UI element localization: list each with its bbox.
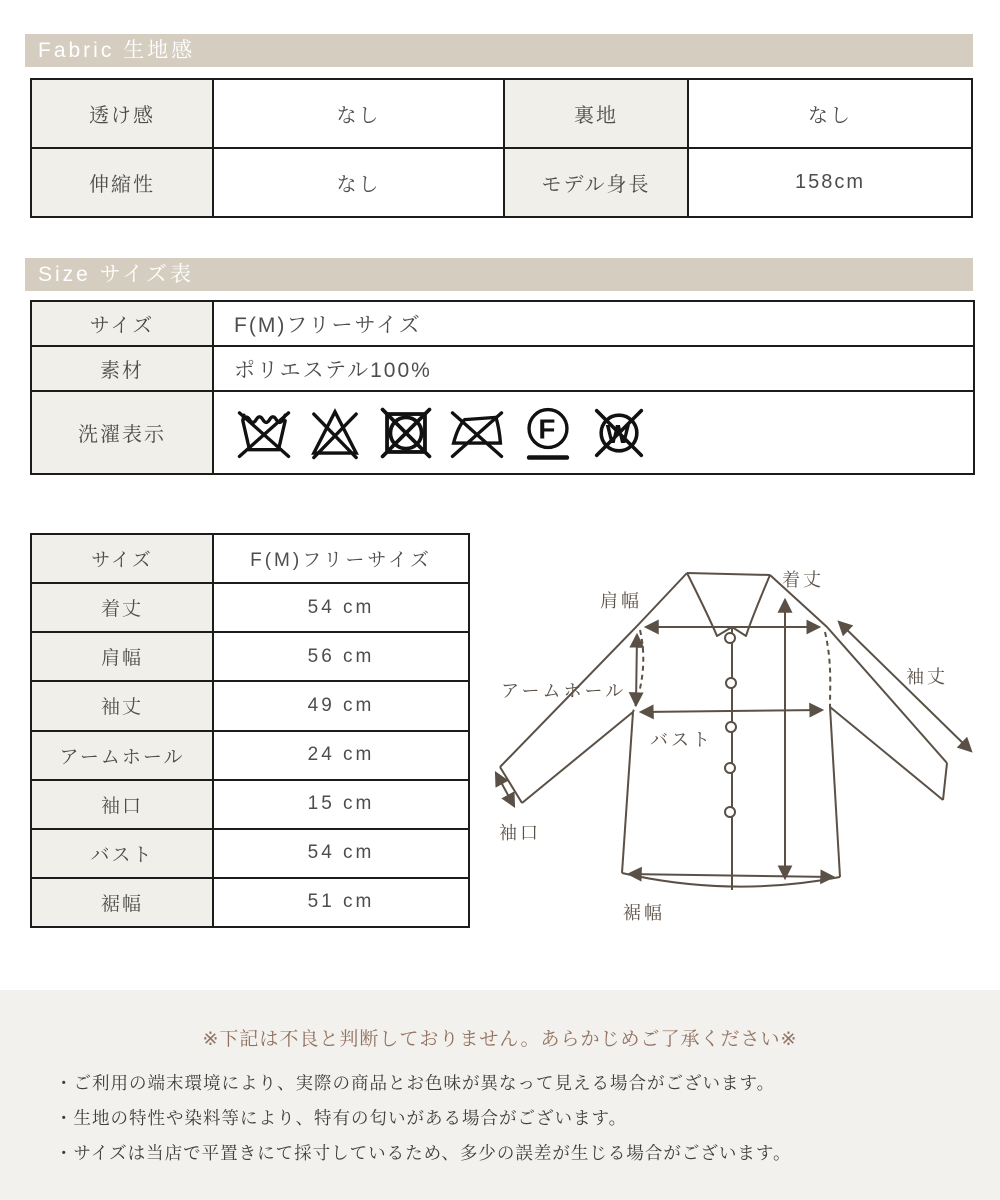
do-not-bleach-icon xyxy=(305,404,365,462)
diagram-label-cuff: 袖口 xyxy=(499,823,541,843)
dry-clean-F-gentle-icon xyxy=(518,404,578,462)
size-info-table xyxy=(30,300,975,475)
measure-label-cuff: 袖口 xyxy=(32,781,212,828)
fabric-value-stretch: なし xyxy=(214,149,503,216)
size-section-header: Size サイズ表 xyxy=(25,258,973,291)
measure-label-bust: バスト xyxy=(32,830,212,877)
do-not-tumble-dry-icon xyxy=(376,404,436,462)
garment-measurement-diagram xyxy=(480,530,1000,950)
measure-value-shoulder: 56 cm xyxy=(214,633,468,680)
do-not-wash-icon xyxy=(234,404,294,462)
care-label: 洗濯表示 xyxy=(32,392,212,473)
diagram-label-shoulder-width: 肩幅 xyxy=(600,591,642,611)
disclaimer-title: ※下記は不良と判断しておりません。あらかじめご了承ください※ xyxy=(202,1029,798,1050)
disclaimer-list xyxy=(0,1066,1000,1171)
fabric-label-model-height: モデル身長 xyxy=(505,149,687,216)
fabric-value-model-height: 158cm xyxy=(689,149,971,216)
fabric-section-header: Fabric 生地感 xyxy=(25,34,973,67)
care-symbols xyxy=(214,392,973,473)
measure-label-sleeve-length: 袖丈 xyxy=(32,682,212,729)
disclaimer-item-odor: ・生地の特性や染料等により、特有の匂いがある場合がございます。 xyxy=(55,1108,628,1128)
diagram-label-sleeve-length: 袖丈 xyxy=(906,667,948,687)
measure-label-body-length: 着丈 xyxy=(32,584,212,631)
measure-header-value: F(M)フリーサイズ xyxy=(214,535,468,582)
measure-value-cuff: 15 cm xyxy=(214,781,468,828)
measure-label-shoulder: 肩幅 xyxy=(32,633,212,680)
material-label: 素材 xyxy=(32,347,212,390)
measure-label-hem-width: 裾幅 xyxy=(32,879,212,926)
shirt-outline xyxy=(500,573,947,890)
diagram-label-body-length: 着丈 xyxy=(782,570,824,590)
measure-value-hem-width: 51 cm xyxy=(214,879,468,926)
fabric-label-lining: 裏地 xyxy=(505,80,687,147)
size-value: F(M)フリーサイズ xyxy=(214,302,973,345)
measure-header-label: サイズ xyxy=(32,535,212,582)
svg-text:F: F xyxy=(538,413,558,445)
fabric-label-sheerness: 透け感 xyxy=(32,80,212,147)
diagram-label-hem-width: 裾幅 xyxy=(623,903,665,923)
measure-value-sleeve-length: 49 cm xyxy=(214,682,468,729)
material-value: ポリエステル100% xyxy=(214,347,973,390)
diagram-label-armhole: アームホール xyxy=(501,681,627,701)
measure-value-bust: 54 cm xyxy=(214,830,468,877)
svg-text:W: W xyxy=(605,420,633,449)
disclaimer-section xyxy=(0,990,1000,1200)
size-label: サイズ xyxy=(32,302,212,345)
do-not-iron-icon xyxy=(447,404,507,462)
fabric-value-lining: なし xyxy=(689,80,971,147)
disclaimer-item-color: ・ご利用の端末環境により、実際の商品とお色味が異なって見える場合がございます。 xyxy=(55,1073,776,1093)
measurements-table xyxy=(30,533,470,928)
measure-value-body-length: 54 cm xyxy=(214,584,468,631)
fabric-value-sheerness: なし xyxy=(214,80,503,147)
measure-label-armhole: アームホール xyxy=(32,732,212,779)
diagram-label-bust: バスト xyxy=(650,730,713,750)
fabric-label-stretch: 伸縮性 xyxy=(32,149,212,216)
button-placket xyxy=(725,633,736,817)
do-not-wet-clean-icon xyxy=(589,404,649,462)
fabric-table xyxy=(30,78,973,218)
measure-value-armhole: 24 cm xyxy=(214,732,468,779)
disclaimer-item-sizing: ・サイズは当店で平置きにて採寸しているため、多少の誤差が生じる場合がございます。 xyxy=(55,1143,792,1163)
